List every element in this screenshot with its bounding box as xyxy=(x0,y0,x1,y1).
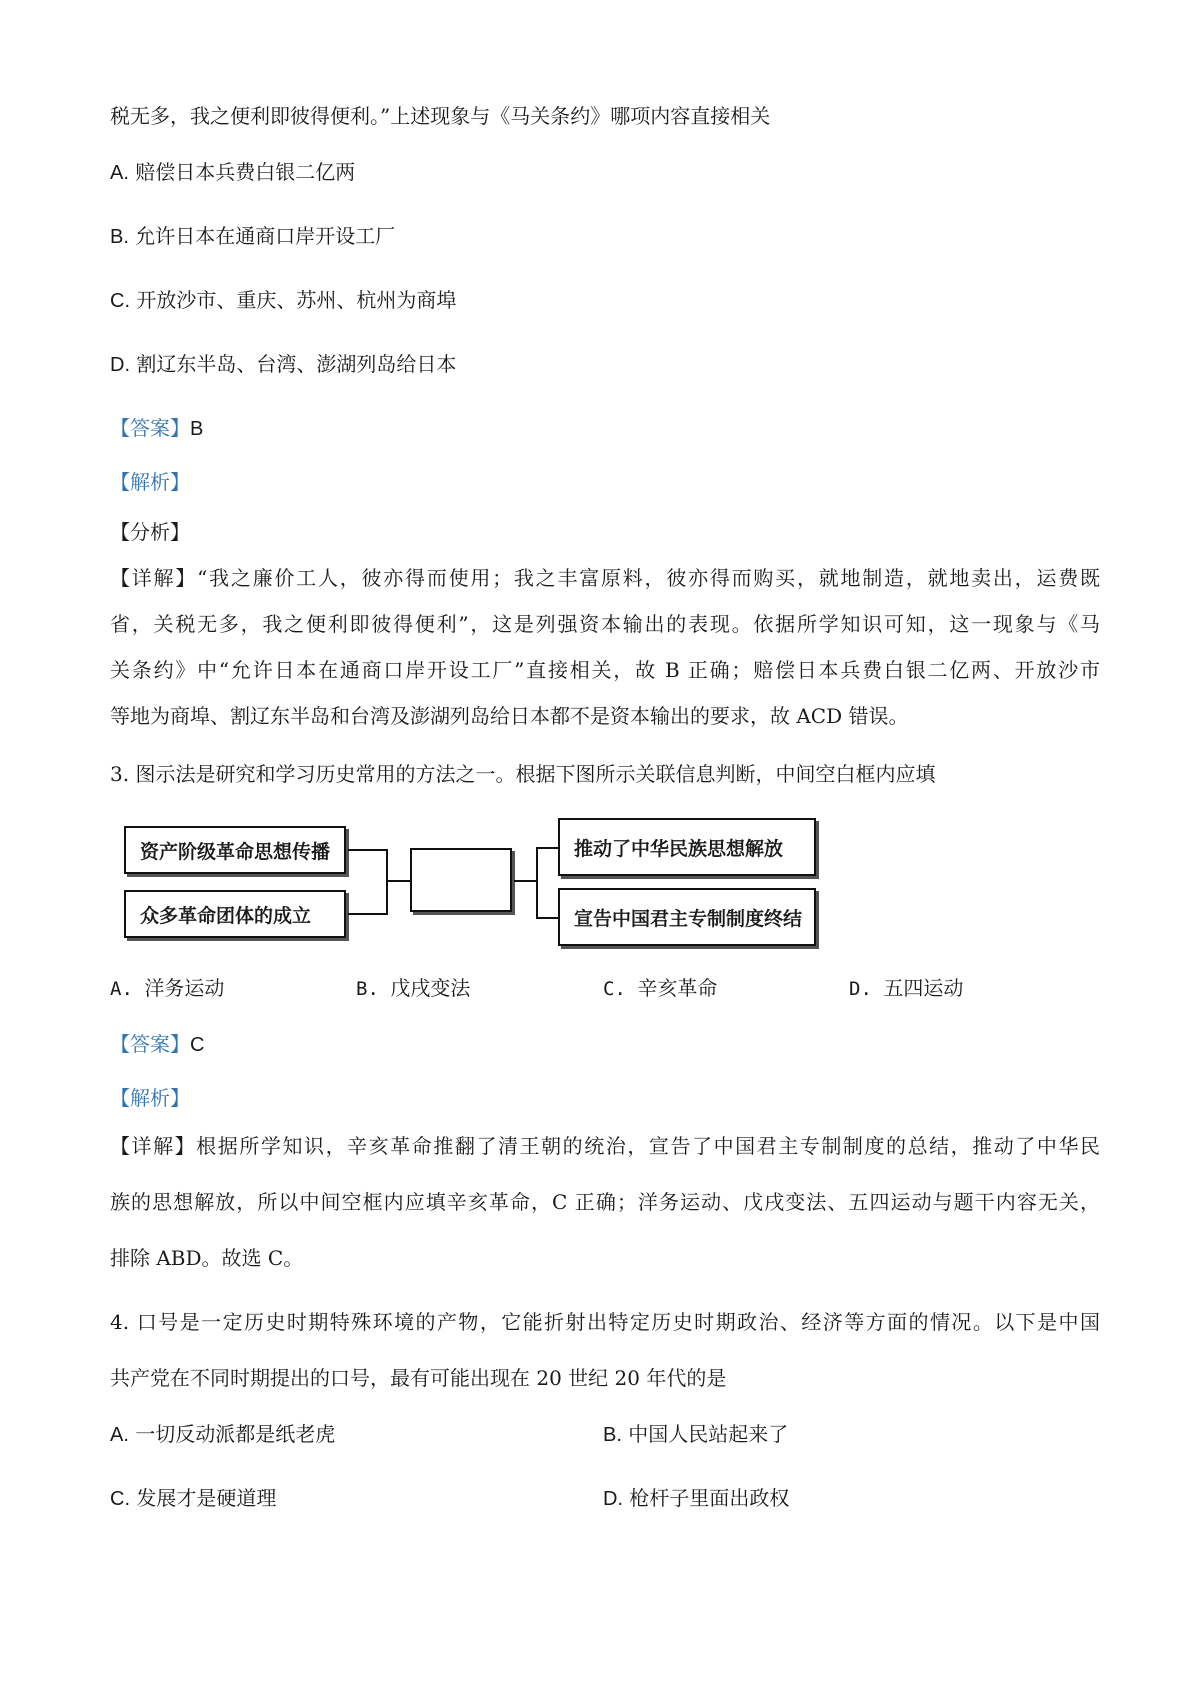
q2-stem-tail: 税无多，我之便利即彼得便利。”上述现象与《马关条约》哪项内容直接相关 xyxy=(110,104,771,128)
q2-fenxi-label: 【分析】 xyxy=(110,520,190,544)
connector-line xyxy=(536,917,558,919)
q3-detail-line-1: 【详解】根据所学知识，辛亥革命推翻了清王朝的统治，宣告了中国君主专制制度的总结，推动了中华民 xyxy=(110,1134,1101,1158)
detail-label: 【详解】 xyxy=(110,1134,197,1158)
q2-detail-line-1: 【详解】“我之廉价工人，彼亦得而使用；我之丰富原料，彼亦得而购买，就地制造，就地卖出，运费既 xyxy=(110,566,1100,590)
q3-answer xyxy=(110,1030,204,1059)
answer-value: C xyxy=(190,1034,205,1056)
q3-stem: 3. 图示法是研究和学习历史常用的方法之一。根据下图所示关联信息判断，中间空白框内应填 xyxy=(110,762,936,786)
q4-stem-line-1: 4. 口号是一定历史时期特殊环境的产物，它能折射出特定历史时期政治、经济等方面的情况。以下是中国 xyxy=(110,1310,1100,1334)
q4-option-b[interactable]: B. 中国人民站起来了 xyxy=(603,1422,789,1446)
q3-option-a[interactable]: A. 洋务运动 xyxy=(110,976,225,1000)
q3-option-c[interactable]: C. 辛亥革命 xyxy=(603,976,718,1000)
answer-label: 【答案】 xyxy=(110,1032,190,1056)
q3-detail-line-2: 族的思想解放，所以中间空框内应填辛亥革命，C 正确；洋务运动、戊戌变法、五四运动与题干内容无关， xyxy=(110,1190,1100,1214)
diagram-box-right-top: 推动了中华民族思想解放 xyxy=(558,818,816,876)
q3-detail-line-3: 排除 ABD。故选 C。 xyxy=(110,1246,304,1270)
q3-analysis-label: 【解析】 xyxy=(110,1086,190,1110)
q3-option-d[interactable]: D. 五四运动 xyxy=(849,976,964,1000)
q3-option-b[interactable]: B. 戊戌变法 xyxy=(356,976,471,1000)
q4-stem-line-2: 共产党在不同时期提出的口号，最有可能出现在 20 世纪 20 年代的是 xyxy=(110,1366,727,1390)
diagram-box-center-blank xyxy=(410,848,512,912)
diagram-box-left-bottom: 众多革命团体的成立 xyxy=(124,890,346,938)
connector-line xyxy=(386,880,410,882)
connector-line xyxy=(536,847,558,849)
q2-detail-line-3: 关条约》中“允许日本在通商口岸开设工厂”直接相关，故 B 正确；赔偿日本兵费白银二亿两、开放沙市 xyxy=(110,658,1100,682)
q4-option-c[interactable]: C. 发展才是硬道理 xyxy=(110,1486,277,1510)
answer-value: B xyxy=(190,418,204,440)
q2-answer xyxy=(110,414,203,443)
connector-line xyxy=(386,849,388,915)
q2-option-a[interactable]: A. 赔偿日本兵费白银二亿两 xyxy=(110,160,356,184)
diagram-box-left-top: 资产阶级革命思想传播 xyxy=(124,826,346,874)
q2-option-d[interactable]: D. 割辽东半岛、台湾、澎湖列岛给日本 xyxy=(110,352,457,376)
q4-option-d[interactable]: D. 枪杆子里面出政权 xyxy=(603,1486,790,1510)
connector-line xyxy=(536,847,538,919)
detail-label: 【详解】 xyxy=(110,566,198,590)
q2-detail-line-2: 省，关税无多，我之便利即彼得便利”，这是列强资本输出的表现。依据所学知识可知，这一现象与《马 xyxy=(110,612,1100,636)
q2-option-c[interactable]: C. 开放沙市、重庆、苏州、杭州为商埠 xyxy=(110,288,457,312)
diagram-box-right-bottom: 宣告中国君主专制制度终结 xyxy=(558,888,816,946)
q2-option-b[interactable]: B. 允许日本在通商口岸开设工厂 xyxy=(110,224,396,248)
q2-detail-line-4: 等地为商埠、割辽东半岛和台湾及澎湖列岛给日本都不是资本输出的要求，故 ACD 错误。 xyxy=(110,704,909,728)
q4-option-a[interactable]: A. 一切反动派都是纸老虎 xyxy=(110,1422,336,1446)
answer-label: 【答案】 xyxy=(110,416,190,440)
connector-line xyxy=(514,880,538,882)
connector-line xyxy=(348,913,388,915)
q2-analysis-label: 【解析】 xyxy=(110,470,190,494)
connector-line xyxy=(348,849,388,851)
